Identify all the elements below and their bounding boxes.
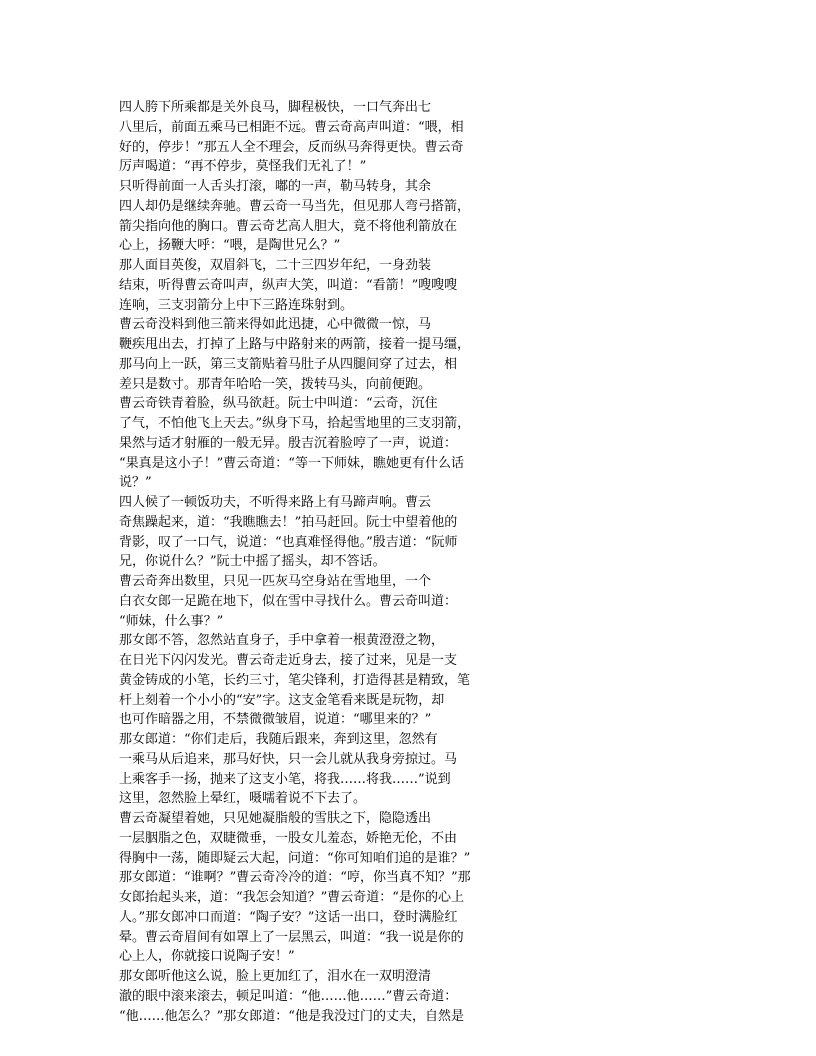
text-line: 兄，你说什么？”阮士中摇了摇头，却不答话。 [119,554,386,570]
text-line: 女郎抬起头来，道：“我怎会知道？”曹云奇道：“是你的心上 [119,890,464,905]
text-line: 曹云奇铁青着脸，纵马欲赶。阮士中叫道：“云奇，沉住 [119,396,438,412]
text-line: 只听得前面一人舌头打滚，嘟的一声，勒马转身，其余 [119,179,432,194]
text-line: 那女郎听他这么说，脸上更加红了，泪水在一双明澄清 [119,969,432,984]
text-line: 白衣女郎一足跪在地下，似在雪中寻找什么。曹云奇叫道： [119,593,458,609]
text-line: 鞭疾甩出去，打掉了上路与中路射来的两箭，接着一提马缰， [119,337,471,352]
text-line: 一乘马从后追来，那马好快，只一会儿就从我身旁掠过。马 [119,751,458,767]
text-line: 澈的眼中滚来滚去，顿足叫道：“他……他……”曹云奇道： [119,988,458,1004]
text-line: 曹云奇没料到他三箭来得如此迅捷，心中微微一惊，马 [119,317,432,333]
text-line: 八里后，前面五乘马已相距不远。曹云奇高声叫道：“喂，相 [119,119,464,135]
text-line: 那女郎道：“谁啊？”曹云奇冷冷的道：“哼，你当真不知？”那 [119,870,471,886]
text-line: 晕。曹云奇眉间有如罩上了一层黑云，叫道：“我一说是你的 [119,929,464,945]
text-line: “师妹，什么事？” [119,613,224,629]
text-line: 差只是数寸。那青年哈哈一笑，拨转马头，向前便跑。 [119,376,432,392]
text-line: 箭尖指向他的胸口。曹云奇艺高人胆大，竟不将他利箭放在 [119,218,458,234]
text-line: 得胸中一荡，随即疑云大起，问道：“你可知咱们追的是谁？” [119,850,471,866]
text-line: 也可作暗器之用，不禁微微皱眉，说道：“哪里来的？” [119,712,432,728]
text-line: 心上，扬鞭大呼：“喂，是陶世兄么？” [119,238,341,254]
text-line: 心上人，你就接口说陶子安！” [119,949,295,965]
text-line: 杆上刻着一个小小的“安”字。这支金笔看来既是玩物，却 [119,692,445,708]
body-text [119,98,519,1026]
text-line: 背影，叹了一口气，说道：“也真难怪得他。”殷吉道：“阮师 [119,534,458,550]
text-line: 了气，不怕他飞上天去。”纵身下马，拾起雪地里的三支羽箭， [119,416,471,431]
text-line: 四人候了一顿饭功夫，不听得来路上有马蹄声响。曹云 [119,495,432,510]
text-line: 说？” [119,475,152,491]
text-line: 结束，听得曹云奇叫声，纵声大笑，叫道：“看箭！”嗖嗖嗖 [119,277,458,293]
text-line: 果然与适才射雁的一般无异。殷吉沉着脸哼了一声，说道： [119,435,458,451]
text-line: “果真是这小子！”曹云奇道：“等一下师妹，瞧她更有什么话 [119,455,464,471]
text-line: 那马向上一跃，第三支箭贴着马肚子从四腿间穿了过去，相 [119,356,458,372]
text-line: 厉声喝道：“再不停步，莫怪我们无礼了！” [119,159,367,175]
text-line: 那人面目英俊，双眉斜飞，二十三四岁年纪，一身劲装 [119,258,432,273]
text-line: 那女郎道：“你们走后，我随后跟来，奔到这里，忽然有 [119,732,438,747]
text-line: “他……他怎么？”那女郎道：“他是我没过门的丈夫，自然是 [119,1008,464,1024]
text-line: 奇焦躁起来，道：“我瞧瞧去！”拍马赶回。阮士中望着他的 [119,514,458,530]
text-line: 一层胭脂之色，双睫微垂，一股女儿羞态，娇艳无伦，不由 [119,830,458,846]
text-line: 曹云奇奔出数里，只见一匹灰马空身站在雪地里，一个 [119,574,432,589]
text-line: 曹云奇凝望着她，只见她凝脂般的雪肤之下，隐隐透出 [119,811,432,826]
text-line: 连响，三支羽箭分上中下三路连珠射到。 [119,297,354,313]
text-line: 在日光下闪闪发光。曹云奇走近身去，接了过来，见是一支 [119,653,458,668]
text-line: 四人却仍是继续奔驰。曹云奇一马当先，但见那人弯弓搭箭， [119,198,471,214]
text-line: 好的，停步！”那五人全不理会，反而纵马奔得更快。曹云奇 [119,139,464,155]
text-line: 这里，忽然脸上晕红，嗫嚅着说不下去了。 [119,791,367,807]
text-line: 人。”那女郎冲口而道：“陶子安？”这话一出口，登时满脸红 [119,909,458,925]
text-line: 那女郎不答，忽然站直身子，手中拿着一根黄澄澄之物， [119,633,445,649]
text-line: 上乘客手一扬，抛来了这支小笔，将我……将我……”说到 [119,771,451,787]
text-line: 黄金铸成的小笔，长约三寸，笔尖锋利，打造得甚是精致，笔 [119,672,471,688]
text-line: 四人胯下所乘都是关外良马，脚程极快，一口气奔出七 [119,100,432,115]
